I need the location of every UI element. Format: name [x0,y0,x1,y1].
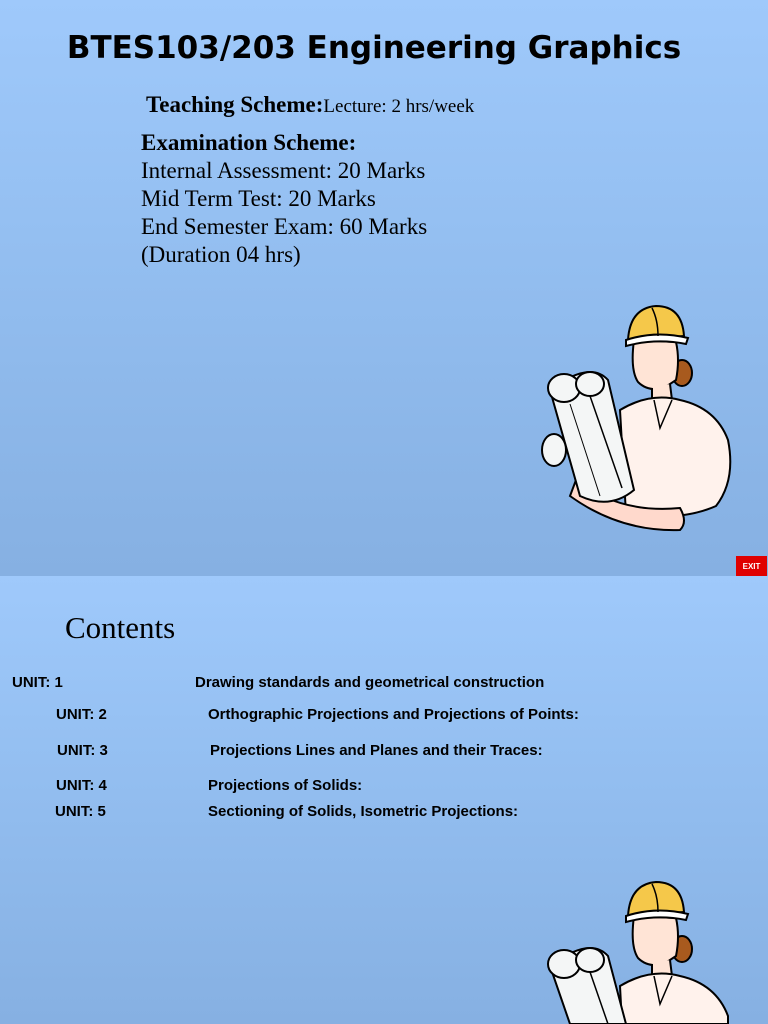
exam-line-endsem: End Semester Exam: 60 Marks [141,214,428,239]
unit-4-topic: Projections of Solids: [208,777,363,794]
unit-5-topic: Sectioning of Solids, Isometric Projections: [208,803,519,820]
unit-2-label: UNIT: 2 [56,706,107,723]
teaching-scheme-label: Teaching Scheme: [146,92,324,117]
exit-button[interactable]: EXIT [736,556,767,576]
slide-2 [0,576,768,1024]
engineer-with-blueprints-icon [530,876,750,1024]
exam-line-midterm: Mid Term Test: 20 Marks [141,186,376,211]
exam-line-internal: Internal Assessment: 20 Marks [141,158,426,183]
unit-3-topic: Projections Lines and Planes and their Traces: [210,742,543,759]
teaching-scheme-value: Lecture: 2 hrs/week [323,96,475,117]
unit-3-label: UNIT: 3 [57,742,108,759]
exam-line-duration: (Duration 04 hrs) [141,242,301,267]
unit-5-label: UNIT: 5 [55,803,106,820]
unit-1-label: UNIT: 1 [12,674,63,691]
unit-1-topic: Drawing standards and geometrical construction [195,674,545,691]
contents-heading: Contents [65,610,176,645]
engineer-with-blueprints-icon [530,300,750,540]
unit-2-topic: Orthographic Projections and Projections of Points: [208,706,579,723]
unit-4-label: UNIT: 4 [56,777,107,794]
slide-title: BTES103/203 Engineering Graphics [66,30,682,66]
teaching-scheme [146,92,474,118]
examination-scheme-label: Examination Scheme: [141,130,357,155]
